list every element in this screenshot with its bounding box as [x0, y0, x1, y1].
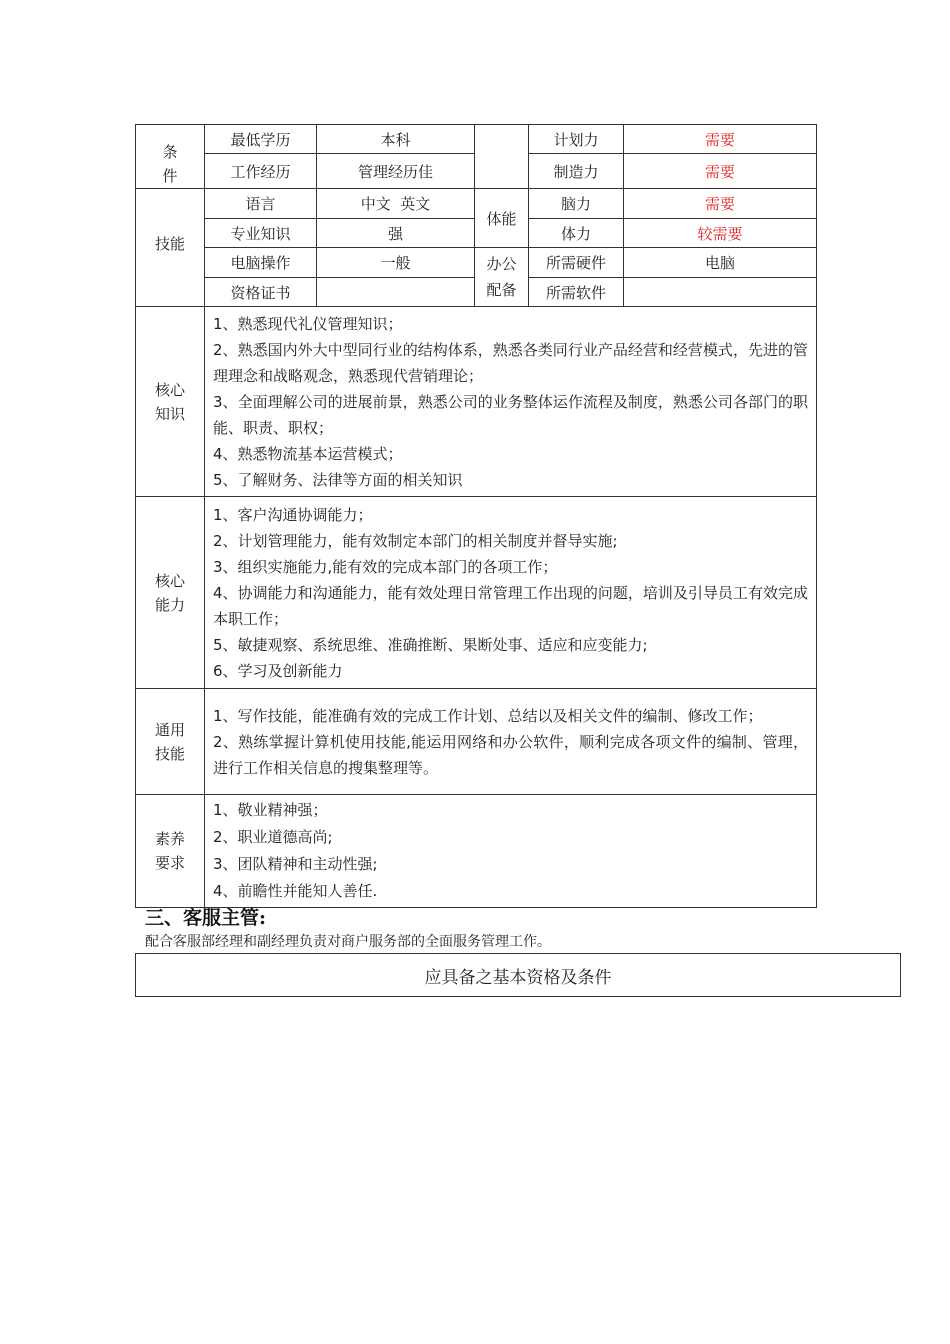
qualification-box-title: 应具备之基本资格及条件: [424, 967, 612, 988]
section-label-line: 核心: [154, 380, 185, 399]
job-requirements-table: [135, 124, 817, 908]
office-value: [624, 278, 817, 307]
list-item: 2、计划管理能力，能有效制定本部门的相关制度并督导实施;: [213, 531, 618, 550]
list-item: 4、协调能力和沟通能力，能有效处理日常管理工作出现的问题，培训及引导员工有效完成本职工作；: [213, 583, 808, 628]
list-item: 2、熟悉国内外大中型同行业的结构体系，熟悉各类同行业产品经营和经营模式，先进的管理理念和战略观念，熟悉现代营销理论；: [213, 340, 808, 385]
office-key: 所需软件: [529, 278, 624, 307]
list-item: 5、了解财务、法律等方面的相关知识: [213, 470, 463, 489]
office-value: 电脑: [624, 248, 817, 278]
list-item: 4、前瞻性并能知人善任.: [213, 882, 378, 900]
office-label: [475, 248, 529, 307]
list-item: 2、职业道德高尚;: [213, 828, 333, 846]
condition-value: 中文 英文: [317, 189, 475, 219]
physical-value: 较需要: [624, 219, 817, 248]
section-label-general-skills: [136, 689, 205, 795]
list-item: 6、学习及创新能力: [213, 661, 343, 680]
skill-group-label: 技能: [136, 189, 205, 307]
section-label-core-knowledge: [136, 307, 205, 497]
condition-value: 一般: [317, 248, 475, 278]
qualification-box: [135, 953, 901, 997]
condition-key: 资格证书: [205, 278, 317, 307]
condition-group-label: [136, 125, 205, 189]
condition-value: 本科: [317, 125, 475, 154]
physical-key: 计划力: [529, 125, 624, 154]
section-label-core-ability: [136, 497, 205, 689]
section-label-line: 技能: [154, 744, 185, 763]
section-label-quality-requirements: [136, 795, 205, 908]
condition-key: 最低学历: [205, 125, 317, 154]
empty-cell: [475, 125, 529, 189]
physical-value: 需要: [624, 125, 817, 154]
physical-key: 制造力: [529, 154, 624, 189]
section-label-line: 能力: [154, 595, 185, 614]
physical-value: 需要: [624, 154, 817, 189]
office-label-text: 办公配备: [486, 255, 517, 299]
condition-key: 专业知识: [205, 219, 317, 248]
list-item: 3、全面理解公司的进展前景，熟悉公司的业务整体运作流程及制度，熟悉公司各部门的职能、职责、职权；: [213, 392, 808, 437]
list-item: 1、敬业精神强；: [213, 801, 328, 819]
physical-label: 体能: [475, 189, 529, 248]
section-label-line: 核心: [154, 571, 185, 590]
office-key: 所需硬件: [529, 248, 624, 278]
physical-value: 需要: [624, 189, 817, 219]
list-item: 1、熟悉现代礼仪管理知识；: [213, 314, 403, 333]
section-label-line: 要求: [154, 854, 185, 872]
condition-value: 管理经历佳: [317, 154, 475, 189]
condition-value: 强: [317, 219, 475, 248]
condition-key: 电脑操作: [205, 248, 317, 278]
list-item: 5、敏捷观察、系统思维、准确推断、果断处事、适应和应变能力;: [213, 635, 648, 654]
list-item: 3、团队精神和主动性强;: [213, 855, 378, 873]
section-label-line: 知识: [154, 404, 185, 423]
condition-key: 工作经历: [205, 154, 317, 189]
section-label-line: 通用: [154, 720, 185, 739]
physical-key: 脑力: [529, 189, 624, 219]
condition-value: [317, 278, 475, 307]
section-label-line: 素养: [154, 830, 185, 848]
list-item: 4、熟悉物流基本运营模式；: [213, 444, 403, 463]
condition-key: 语言: [205, 189, 317, 219]
section-body-core-knowledge: [205, 307, 817, 497]
section-description: 配合客服部经理和副经理负责对商户服务部的全面服务管理工作。: [145, 934, 551, 950]
section-heading: 三、客服主管:: [145, 907, 267, 929]
list-item: 1、写作技能，能准确有效的完成工作计划、总结以及相关文件的编制、修改工作；: [213, 706, 763, 725]
section-body-general-skills: [205, 689, 817, 795]
section-body-core-ability: [205, 497, 817, 689]
physical-key: 体力: [529, 219, 624, 248]
list-item: 1、客户沟通协调能力；: [213, 505, 373, 524]
list-item: 2、熟练掌握计算机使用技能,能运用网络和办公软件，顺利完成各项文件的编制、管理，进行工作相关信息的搜集整理等。: [213, 732, 808, 777]
section-body-quality-requirements: [205, 795, 817, 908]
list-item: 3、组织实施能力,能有效的完成本部门的各项工作；: [213, 557, 558, 576]
condition-group-text: 条 件: [162, 143, 178, 185]
